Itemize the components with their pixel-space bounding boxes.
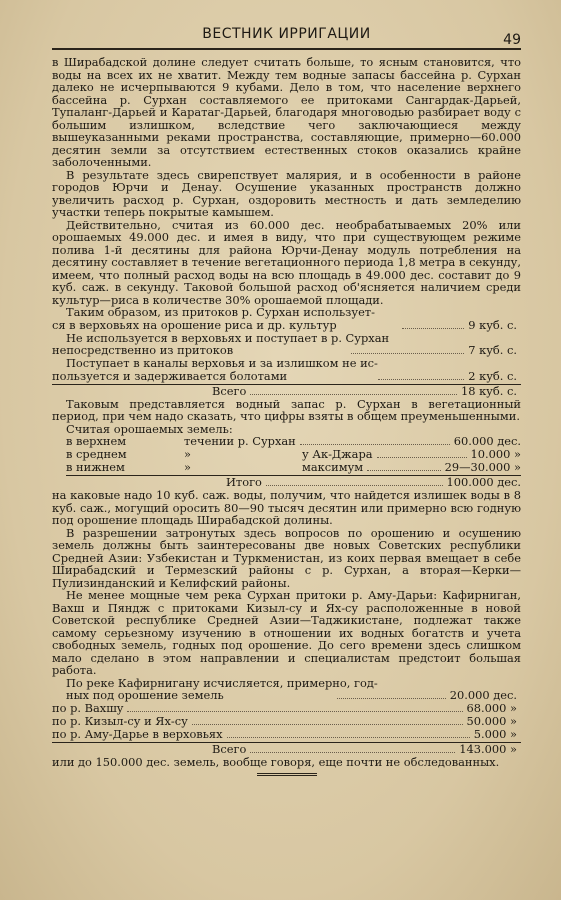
paragraph-2: В результате здесь свирепствует малярия, и в особенности в районе городов Юрчи и Денау. Осушение указанных пространств должно увеличить расход р. Сурхан, оздоровить местность и дать земледелию участки теперь покрытые камышем. [52, 167, 521, 219]
paragraph-10-intro: По реке Кафирнигану исчисляется, примерно, год- [66, 675, 378, 690]
usage-row-value: 9 куб. с. [468, 317, 517, 332]
leader-dots [266, 485, 443, 486]
kafirnigan-row-value: 68.000 » [466, 701, 517, 715]
paragraph-3: Действительно, считая из 60.000 дес. необрабатываемых 20% или орошаемых 49.000 дес. и имея в виду, что при существующем режиме полива 1-й десятины для района Юрчи-Денау модуль потребления на десятину составляет в течение вегетационного периода 1,8 метра в секунду, имеем, что полный расход воды на всю площадь в 49.000 дес. составит до 9 куб. саж. в секунду. Таковой большой расход об'ясняется наличием среди культур—риса в количестве 30% орошаемой площади. [52, 217, 521, 307]
kafirnigan-row-value: 50.000 » [466, 714, 517, 728]
paragraph-11: или до 150.000 дес. земель, вообще говоря, еще почти не обследованных. [52, 755, 500, 769]
irrigated-row-course: в нижнем [66, 460, 125, 474]
kafirnigan-row-label: по р. Вахшу [52, 701, 124, 715]
usage-row [52, 319, 521, 332]
leader-dots [402, 328, 464, 329]
paragraph-8: В разрешении затронутых здесь вопросов по орошению и осушению земель должны быть заинтересованы две новых Советских республики Средней Азии: Узбекистан и Туркменистан, из коих первая вмещает в себе Ширабадский и Термезский районы с р. Сурхан, а вторая—Керки—Пулизинданский и Келифский районы. [52, 525, 521, 590]
irrigated-table [66, 435, 521, 489]
leader-dots [377, 457, 467, 458]
kafirnigan-total-value: 143.000 » [459, 742, 517, 756]
usage-row-label-line1: Поступает в каналы верховья и за излишком не ис- [66, 356, 378, 370]
leader-dots [337, 698, 446, 699]
usage-row-label: пользуется и задерживается болотами [52, 368, 288, 383]
irrigated-row-value: 60.000 дес. [453, 434, 521, 448]
leader-dots [378, 379, 465, 380]
kafirnigan-row [52, 728, 521, 741]
leader-dots [192, 724, 463, 725]
article-body [52, 56, 521, 776]
leader-dots [367, 470, 440, 471]
paragraph-1: в Ширабадской долине следует считать больше, то ясным становится, что воды на всех их не хватит. Между тем водные запасы бассейна р. Сурхан далеко не исчерпываются 9 кубами. Дело в том, что население верхнего бассейна р. Сурхан составляемого ее притоками Сангардак-Дарьей, Тупаланг-Дарьей и Каратаг-Дарьей, благодаря многоводью разбирает воду с большим излишком, вследствие чего заключающиеся между вышеуказанными реками пространства, составляющие, примерно—60.000 десятин земли за отсутствием естественных стоков оказались крайне заболоченными. [52, 55, 521, 169]
kafirnigan-row-label: по р. Аму-Дарье в верховьях [52, 727, 223, 741]
paragraph-5: Таковым представляется водный запас р. Сурхан в вегетационный период, при чем надо сказать, что цифры взяты в общем преуменьшенными. [52, 396, 521, 423]
leader-dots [300, 444, 450, 445]
page-number: 49 [503, 32, 521, 48]
leader-dots [127, 711, 462, 712]
irrigated-row [66, 435, 521, 448]
header-rule [52, 48, 521, 50]
irrigated-row-place: » [184, 447, 191, 461]
irrigated-row-course: в верхнем [66, 434, 127, 448]
running-header [52, 22, 521, 48]
usage-row-label: непосредственно из притоков [52, 343, 234, 357]
leader-dots [227, 737, 470, 738]
paragraph-4-intro: Таким образом, из притоков р. Сурхан использует- [66, 305, 375, 319]
kafirnigan-total-label: Всего [212, 742, 247, 756]
irrigated-row-place: течении р. Сурхан [184, 434, 296, 448]
usage-row-value: 7 куб. с. [468, 343, 518, 357]
running-title: ВЕСТНИК ИРРИГАЦИИ [202, 26, 371, 42]
kafirnigan-table [52, 689, 521, 756]
kafirnigan-row-label: ных под орошение земель [66, 688, 224, 702]
irrigated-row-place: » [184, 460, 191, 474]
usage-table [52, 319, 521, 398]
irrigated-row-value: 29—30.000 » [444, 460, 521, 474]
usage-total-label: Всего [212, 383, 247, 398]
irrigated-row-note: у Ак-Джара [302, 447, 373, 461]
leader-dots [250, 394, 457, 395]
paragraph-7: на каковые надо 10 куб. саж. воды, получим, что найдется излишек воды в 8 куб. саж., могущий оросить 80—90 тысяч десятин или примерно всю годную под орошение площадь Ширабадской долины. [52, 488, 521, 527]
leader-dots [250, 752, 455, 753]
irrigated-row-note: максимум [302, 460, 364, 474]
usage-row-label: ся в верховьях на орошение риса и др. культур [52, 317, 337, 332]
paragraph-6-intro: Считая орошаемых земель: [66, 421, 233, 436]
end-rule [257, 773, 317, 776]
usage-row-label-line1: Не используется в верховьях и поступает в р. Сурхан [66, 330, 390, 345]
irrigated-row-course: в среднем [66, 447, 127, 461]
leader-dots [351, 353, 465, 354]
irrigated-total-value: 100.000 дес. [446, 475, 521, 489]
usage-row-value: 2 куб. с. [468, 368, 518, 383]
irrigated-total-label: Итого [226, 475, 262, 489]
kafirnigan-row-label: по р. Кизыл-су и Ях-су [52, 714, 188, 728]
usage-total-row [52, 385, 521, 398]
kafirnigan-row-value: 20.000 дес. [449, 688, 517, 702]
paragraph-9: Не менее мощные чем река Сурхан притоки р. Аму-Дарьи: Кафирниган, Вахш и Пяндж с притоками Кизыл-су и Ях-су расположенные в новой Советской республике Средней Азии—Таджикистане, подлежат также самому серьезному изучению в отношении их водных богатств и учета свободных земель, годных под орошение. До сего времени здесь слишком мало сделано в этом направлении и специалистам предстоит большая работа. [52, 588, 521, 677]
irrigated-row [66, 461, 521, 474]
irrigated-row-value: 10.000 » [470, 447, 521, 461]
kafirnigan-row-value: 5.000 » [473, 727, 517, 741]
usage-total-value: 18 куб. с. [460, 383, 517, 398]
usage-row [52, 370, 521, 383]
